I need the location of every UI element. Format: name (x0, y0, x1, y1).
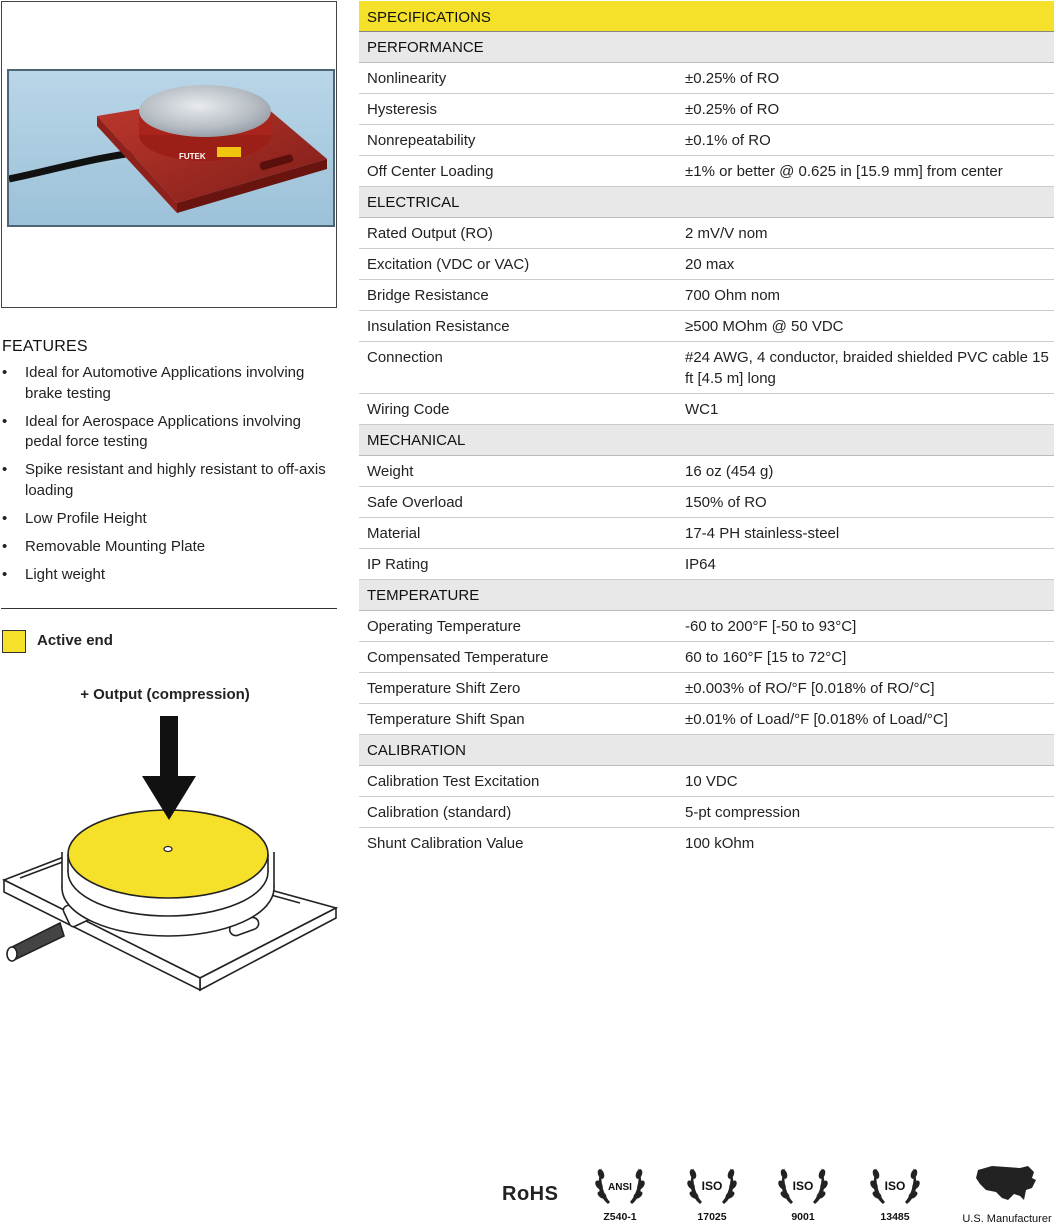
spec-key: Off Center Loading (367, 163, 494, 180)
iso-9001-badge (773, 1160, 833, 1223)
spec-value: ±0.003% of RO/°F [0.018% of RO/°C] (685, 680, 935, 697)
spec-key: Calibration (standard) (367, 804, 512, 821)
iso-17025-badge (682, 1160, 742, 1223)
iso-13485-badge (865, 1160, 925, 1223)
badge-caption: 9001 (791, 1211, 815, 1223)
spec-row (359, 673, 1054, 704)
laurel-icon (682, 1160, 742, 1208)
feature-item: • Light weight (2, 565, 336, 586)
us-manufacturer-caption: U.S. Manufacturer (962, 1213, 1052, 1225)
section-heading-temperature: TEMPERATURE (359, 580, 1054, 611)
spec-value: IP64 (685, 556, 716, 573)
spec-key: IP Rating (367, 556, 429, 573)
spec-value: 20 max (685, 256, 735, 273)
spec-value: ±1% or better @ 0.625 in [15.9 mm] from center (685, 163, 1003, 180)
spec-row (359, 218, 1054, 249)
spec-key: Nonrepeatability (367, 132, 476, 149)
spec-value: 100 kOhm (685, 835, 755, 852)
spec-row (359, 456, 1054, 487)
output-label: + Output (compression) (80, 686, 250, 703)
spec-row (359, 249, 1054, 280)
badge-label: ISO (884, 1179, 906, 1193)
divider (1, 608, 337, 609)
spec-key: Compensated Temperature (367, 649, 549, 666)
spec-key: Material (367, 525, 421, 542)
laurel-icon (590, 1160, 650, 1208)
load-cell-diagram (0, 708, 340, 998)
spec-row (359, 394, 1054, 425)
spec-row (359, 518, 1054, 549)
feature-item: • Low Profile Height (2, 509, 336, 530)
badge-label: ANSI (608, 1182, 632, 1193)
spec-row (359, 280, 1054, 311)
spec-row (359, 156, 1054, 187)
features-section (2, 338, 336, 593)
feature-item: • Spike resistant and highly resistant to off-axis loading (2, 460, 336, 501)
active-end-swatch (2, 630, 26, 653)
spec-row (359, 63, 1054, 94)
certifications-bar (500, 1160, 1056, 1230)
spec-value: 60 to 160°F [15 to 72°C] (685, 649, 847, 666)
specifications-table (359, 1, 1054, 859)
usa-map-icon (972, 1160, 1042, 1208)
spec-row (359, 642, 1054, 673)
spec-key: Rated Output (RO) (367, 225, 493, 242)
spec-key: Calibration Test Excitation (367, 773, 540, 790)
spec-value: 5-pt compression (685, 804, 801, 821)
us-manufacturer-badge (958, 1160, 1056, 1225)
spec-row (359, 342, 1054, 394)
spec-row (359, 311, 1054, 342)
section-heading-performance: PERFORMANCE (359, 32, 1054, 63)
spec-key: Operating Temperature (367, 618, 521, 635)
section-heading-calibration: CALIBRATION (359, 735, 1054, 766)
spec-key: Hysteresis (367, 101, 438, 118)
ansi-badge (590, 1160, 650, 1223)
spec-row (359, 94, 1054, 125)
feature-item: • Removable Mounting Plate (2, 537, 336, 558)
spec-key: Connection (367, 349, 443, 366)
spec-row (359, 611, 1054, 642)
badge-caption: 13485 (880, 1211, 910, 1223)
spec-key: Excitation (VDC or VAC) (367, 256, 530, 273)
active-end-label: Active end (37, 632, 113, 649)
spec-row (359, 704, 1054, 735)
section-heading-electrical: ELECTRICAL (359, 187, 1054, 218)
rohs-logo: RoHS (502, 1183, 559, 1205)
spec-row (359, 766, 1054, 797)
spec-value: ±0.25% of RO (685, 101, 780, 118)
spec-row (359, 487, 1054, 518)
spec-row (359, 549, 1054, 580)
active-end-surface (68, 810, 268, 898)
features-heading: FEATURES (2, 338, 88, 355)
spec-row (359, 797, 1054, 828)
section-heading-mechanical: MECHANICAL (359, 425, 1054, 456)
badge-caption: 17025 (697, 1211, 727, 1223)
spec-key: Nonlinearity (367, 70, 447, 87)
spec-key: Weight (367, 463, 414, 480)
spec-value: 16 oz (454 g) (685, 463, 774, 480)
spec-row (359, 125, 1054, 156)
spec-value: ±0.1% of RO (685, 132, 771, 149)
spec-value: 2 mV/V nom (685, 225, 768, 242)
spec-value: 10 VDC (685, 773, 738, 790)
spec-value: -60 to 200°F [-50 to 93°C] (685, 618, 857, 635)
spec-key: Temperature Shift Zero (367, 680, 521, 697)
laurel-icon (773, 1160, 833, 1208)
spec-key: Insulation Resistance (367, 318, 510, 335)
spec-value: ±0.01% of Load/°F [0.018% of Load/°C] (685, 711, 948, 728)
spec-value: #24 AWG, 4 conductor, braided shielded PVC cable 15 ft [4.5 m] long (685, 349, 1049, 387)
spec-value: 150% of RO (685, 494, 767, 511)
badge-label: ISO (701, 1179, 723, 1193)
spec-key: Bridge Resistance (367, 287, 489, 304)
product-photo (7, 69, 335, 227)
spec-key: Wiring Code (367, 401, 450, 418)
load-cell-photo-illustration (9, 71, 333, 225)
spec-key: Shunt Calibration Value (367, 835, 524, 852)
down-arrow-icon (142, 716, 196, 820)
feature-item: • Ideal for Automotive Applications involving brake testing (2, 363, 336, 404)
laurel-icon (865, 1160, 925, 1208)
feature-item: • Ideal for Aerospace Applications involving pedal force testing (2, 412, 336, 453)
spec-key: Temperature Shift Span (367, 711, 525, 728)
spec-value: ±0.25% of RO (685, 70, 780, 87)
features-list (2, 363, 336, 585)
spec-key: Safe Overload (367, 494, 463, 511)
badge-label: ISO (792, 1179, 814, 1193)
spec-row (359, 828, 1054, 859)
brand-label: FUTEK (179, 152, 206, 161)
specifications-title: SPECIFICATIONS (359, 1, 1054, 32)
badge-caption: Z540-1 (603, 1211, 637, 1223)
spec-value: WC1 (685, 401, 719, 418)
product-photo-frame (1, 1, 337, 308)
spec-value: 700 Ohm nom (685, 287, 781, 304)
spec-value: 17-4 PH stainless-steel (685, 525, 840, 542)
spec-value: ≥500 MOhm @ 50 VDC (685, 318, 844, 335)
